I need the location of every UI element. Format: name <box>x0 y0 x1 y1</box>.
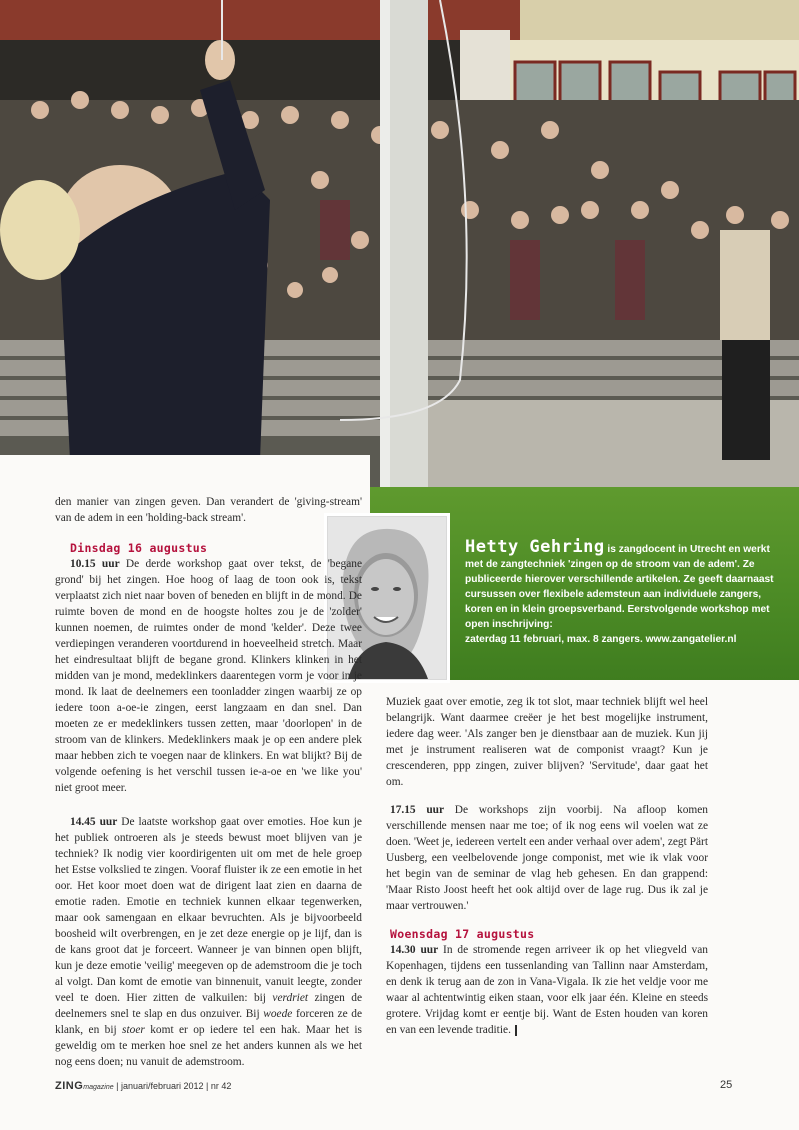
page-number: 25 <box>720 1079 733 1091</box>
end-mark <box>515 1025 517 1036</box>
right-paragraph-2 <box>386 802 708 914</box>
day1-paragraph-1 <box>55 556 362 796</box>
issue-info: | januari/februari 2012 | nr 42 <box>113 1081 232 1091</box>
day1-paragraph-2 <box>55 814 362 1070</box>
emphasis-stoer: stoer <box>122 1024 145 1036</box>
author-name: Hetty Gehring <box>465 537 605 557</box>
emphasis-woede: woede <box>263 1008 293 1020</box>
day1-text-2d: komt er op iedere tel een hak. Maar het is geweldig om te merken hoe snel ze het anders kunnen als we het nog eens doen; nu vanuit de ademstroom. <box>55 1024 362 1068</box>
bio-text: is zangdocent in Utrecht en werkt met de zangtechniek 'zingen op de stroom van de adem'. Ze publiceerde hierover verschillende artikelen. Ze geeft daarnaast cursussen over flexibele ademsteun aan individuele zangers, koren en in klein groepsverband. Eerstvolgende workshop met open inschrijving: <box>465 544 774 630</box>
intro-paragraph: den manier van zingen geven. Dan verandert de 'giving-stream' van de adem in een 'holding-back stream'. <box>55 496 362 524</box>
day1-time-1: 10.15 uur <box>70 558 120 570</box>
right-time-2: 17.15 uur <box>390 804 445 816</box>
right-paragraph-1: Muziek gaat over emotie, zeg ik tot slot, maar techniek blijft wel heel belangrijk. Want daarmee creëer je het best mogelijke instrument, iedere dag weer. 'Als zanger ben je dienstbaar aan de muziek. Kun jij met je instrument realiseren wat de componist vraagt? Kun je crescenderen, ppp zingen, zuiver blijven? 'Servitude', daar gaat het om. <box>386 696 708 788</box>
page-footer <box>55 1080 231 1092</box>
choir-photo <box>0 0 799 510</box>
day1-text-2c: forceren ze de klank, en bij <box>55 1008 362 1036</box>
emphasis-verdriet: verdriet <box>272 992 309 1004</box>
right-text-2: De workshops zijn voorbij. Na afloop komen verschillende mensen naar me toe; of ik nog eens wil voelen wat ze doen. 'Weet je, iedereen vertelt een ander verhaal over adem', zegt Pärt Uusberg, een veelbelovende jonge componist, met wie ik vlak voor het begin van de seminar de vlag heb gehesen. En dan grappend: 'Maar Risto Joost heeft het ook altijd over de lage rug. Dus ik zal je maar vertrouwen.' <box>386 804 708 912</box>
bio-date-rest: , max. 8 zangers. www.zangatelier.nl <box>561 634 737 645</box>
right-time-3: 14.30 uur <box>390 944 439 956</box>
day1-text-2b: zingen de deelnemers snel te slap en dus onzuiver. Bij <box>55 992 362 1020</box>
day1-time-2: 14.45 uur <box>70 816 118 828</box>
bio-date: zaterdag 11 februari <box>465 634 562 645</box>
intro-text <box>55 494 362 526</box>
author-bio <box>465 537 790 647</box>
day1-heading: Dinsdag 16 augustus <box>70 541 208 555</box>
right-paragraph-3 <box>386 942 708 1038</box>
day1-text-2a: De laatste workshop gaat over emoties. Hoe kun je het publiek ontroeren als je steeds bewust moet blijven van je techniek? Ik nodig vier koordirigenten uit om met de hele groep het Estse volkslied te zingen. Vooraf fluister ik ze een emotie in het oor. Het koor moet doen wat de dirigent laat zien en daarna de emotie raden. Emotie en techniek kunnen elkaar tegenwerken, maar ook samengaan en elkaar bevruchten. Als je bijvoorbeeld boosheid wilt overbrengen, en je zet deze energie op je lijf, dan is de kans groot dat je forceert. Wanneer je van binnen open blijft, kun je deze emotie 'veilig' meegeven op de ademstroom die je toch al volgt. Dan komt de emotie van binnenuit, vanuit leegte, zonder veel te doen. Hier zitten de valkuilen: bij <box>55 816 362 1004</box>
left-column-bottom <box>55 814 362 1070</box>
day2-heading: Woensdag 17 augustus <box>390 927 535 941</box>
magazine-sub: magazine <box>83 1084 114 1091</box>
magazine-brand: ZING <box>55 1080 84 1092</box>
right-column <box>386 694 708 1038</box>
right-text-3: In de stromende regen arriveer ik op het vliegveld van Kopenhagen, tijdens een tussenlanding van Tallinn naar Amsterdam, en denk ik terug aan de zon in Vana-Vigala. Ik zie het veldje voor me waar al achtentwintig eiken staan, voor elk jaar één. Kleine en steeds grotere. Vrijdag komt er eentje bij. Want de Esten houden van koren en van een levende traditie. <box>386 944 708 1036</box>
left-column-top <box>55 540 362 796</box>
day1-text-1: De derde workshop gaat over tekst, de 'begane grond' bij het zingen. Hoe hoog of laag de toon ook is, tekst verplaatst zich niet naar boven of beneden en blijft in de mond. De ruimte boven de mond en de hoogste holtes zou je de 'zolder' kunnen noemen, de ruimtes onder de mond 'kelder'. Deze twee verdiepingen veranderen voortdurend in hoeveelheid stretch. Maar het eindresultaat blijft de begane grond. Klinkers klinken in het midden van je mond, medeklinkers daarentegen vorm je voor in je mond. Ik laat de deelnemers een toonladder zingen waarbij ze op iedere toon a-oe-ie zingen, eerst langzaam en dan snel. Dan moeten ze er medeklinkers tussen zetten, maar 'doorlopen' in de stroom van de klinkers. Medeklinkers maak je op een andere plek maar hebben zich te voegen naar de klinkers. En wat blijkt? Bij de volgende oefening is het verschil tussen ie-a-oe en 'we like you' niet groot meer. <box>55 558 362 794</box>
